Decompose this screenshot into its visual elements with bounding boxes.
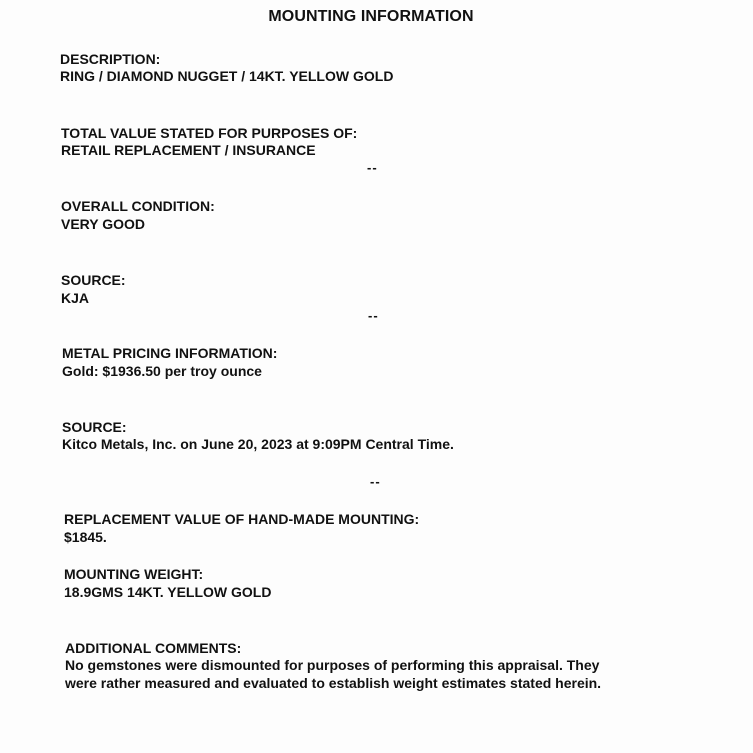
description-label: DESCRIPTION: [60,51,161,67]
mounting-weight-label: MOUNTING WEIGHT: [64,566,204,582]
metal-pricing-value: Gold: $1936.50 per troy ounce [62,363,262,379]
total-value-value: RETAIL REPLACEMENT / INSURANCE [61,142,316,158]
source-label: SOURCE: [61,272,126,288]
separator: -- [368,308,379,323]
metal-pricing-label: METAL PRICING INFORMATION: [62,345,278,361]
pricing-source-label: SOURCE: [62,419,127,435]
separator: -- [367,160,378,175]
additional-comments-label: ADDITIONAL COMMENTS: [65,640,242,656]
overall-condition-label: OVERALL CONDITION: [61,198,215,214]
replacement-value-value: $1845. [64,529,107,545]
replacement-value-label: REPLACEMENT VALUE OF HAND-MADE MOUNTING: [64,511,420,527]
source-value: KJA [61,290,90,306]
additional-comments-line: were rather measured and evaluated to establish weight estimates stated herein. [65,675,602,691]
total-value-label: TOTAL VALUE STATED FOR PURPOSES OF: [61,125,358,141]
page-title: MOUNTING INFORMATION [268,8,474,25]
overall-condition-value: VERY GOOD [61,216,146,232]
description-value: RING / DIAMOND NUGGET / 14KT. YELLOW GOLD [60,68,394,84]
pricing-source-value: Kitco Metals, Inc. on June 20, 2023 at 9:09PM Central Time. [62,436,454,452]
mounting-weight-value: 18.9GMS 14KT. YELLOW GOLD [64,584,272,600]
separator: -- [370,474,381,489]
additional-comments-line: No gemstones were dismounted for purposes of performing this appraisal. They [65,657,600,673]
